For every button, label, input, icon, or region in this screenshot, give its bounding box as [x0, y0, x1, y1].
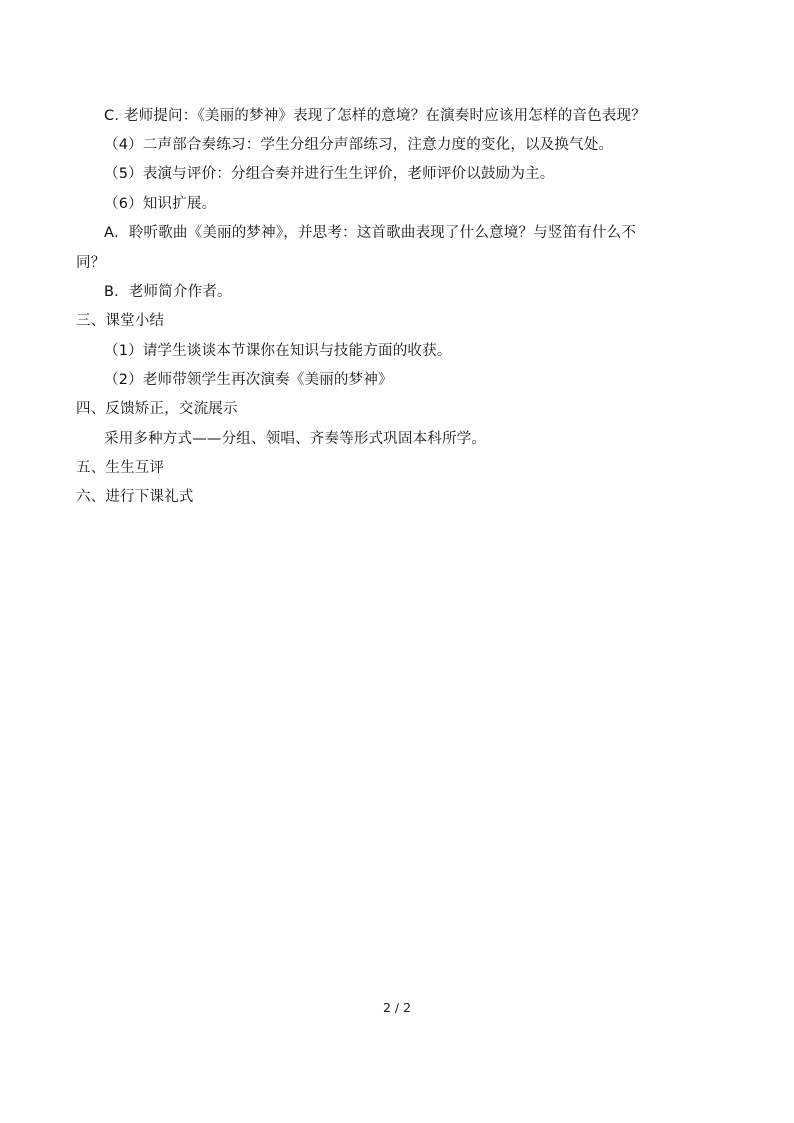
section-heading-dismissal: 六、进行下课礼式	[76, 489, 194, 505]
text-line-a-listen-continued: 同？	[76, 255, 106, 271]
text-line-4-duet-practice: （4）二声部合奏练习：学生分组分声部练习，注意力度的变化，以及换气处。	[104, 137, 614, 153]
text-line-6-knowledge-extension: （6）知识扩展。	[104, 196, 217, 212]
text-line-a-listen: A．聆听歌曲《美丽的梦神》，并思考：这首歌曲表现了什么意境？与竖笛有什么不	[104, 225, 637, 241]
text-line-summary-1: （1）请学生谈谈本节课你在知识与技能方面的收获。	[104, 343, 452, 359]
page-number: 2 / 2	[382, 1000, 412, 1015]
section-heading-feedback: 四、反馈矫正，交流展示	[76, 401, 238, 417]
section-heading-peer-review: 五、生生互评	[76, 460, 165, 476]
text-line-b-author: B．老师简介作者。	[104, 284, 232, 300]
text-line-summary-2: （2）老师带领学生再次演奏《美丽的梦神》	[104, 372, 393, 388]
text-line-5-performance-evaluation: （5）表演与评价：分组合奏并进行生生评价，老师评价以鼓励为主。	[104, 166, 555, 182]
text-line-feedback-methods: 采用多种方式——分组、领唱、齐奏等形式巩固本科所学。	[104, 431, 487, 447]
text-line-c-question: C. 老师提问：《美丽的梦神》表现了怎样的意境？在演奏时应该用怎样的音色表现？	[104, 108, 646, 124]
section-heading-summary: 三、课堂小结	[76, 313, 165, 329]
